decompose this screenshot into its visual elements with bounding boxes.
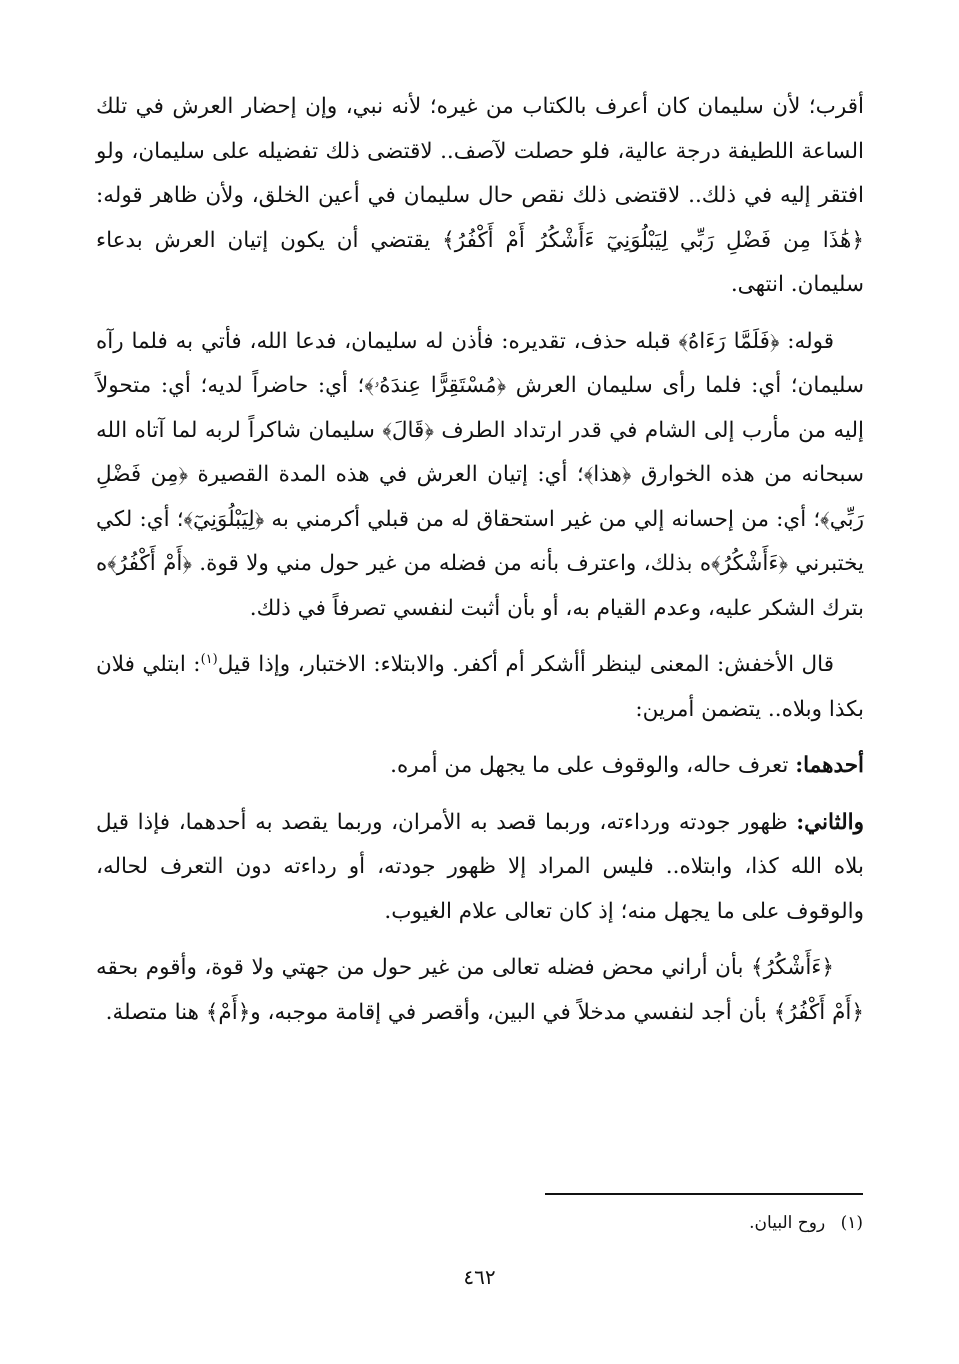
paragraph-3	[96, 643, 864, 732]
paragraph-4-text: تعرف حاله، والوقوف على ما يجهل من أمره.	[390, 753, 796, 778]
paragraph-4-lead: أحدهما:	[795, 753, 864, 778]
paragraph-6	[96, 946, 864, 1035]
footnote-separator	[545, 1193, 863, 1195]
paragraph-5-lead: والثاني:	[796, 809, 864, 835]
paragraph-1	[96, 85, 864, 308]
page-body	[96, 85, 864, 1047]
paragraph-3-text-before-note: قال الأخفش: المعنى لينظر أأشكر أم أكفر. والابتلاء: الاختبار، وإذا قيل	[217, 652, 834, 677]
paragraph-5-text: ظهور جودته ورداءته، وربما قصد به الأمران، وربما يقصد به أحدهما، فإذا قيل بلاه الله كذا، وابتلاه.. فليس المراد إلا ظهور جودته، أو رداءته دون التعرف لحاله، والوقوف على ما يجهل منه؛ إذ كان تعالى علام الغيوب.	[96, 809, 864, 924]
paragraph-1-text: أقرب؛ لأن سليمان كان أعرف بالكتاب من غيره؛ لأنه نبي، وإن إحضار العرش في تلك الساعة اللطيفة درجة عالية، فلو حصلت لآصف.. لاقتضى ذلك تفضيله على سليمان، ولو افتقر إليه في ذلك.. لاقتضى ذلك نقص حال سليمان في أعين الخلق، ولأن ظاهر قوله: ﴿هَٰذَا مِن فَضْلِ رَبِّي لِيَبْلُوَنِيٓ ءَأَشْكُرُ أَمْ أَكْفُرُ﴾ يقتضي أن يكون إتيان العرش بدعاء سليمان. انتهى.	[96, 94, 864, 297]
footnote-reference[interactable]: (١)	[200, 651, 218, 667]
paragraph-2	[96, 320, 864, 632]
footnote	[463, 1208, 863, 1238]
footnote-text: روح البيان.	[749, 1213, 826, 1233]
paragraph-4	[96, 744, 864, 789]
paragraph-3-text: : ابتلي فلان بكذا وبلاه.. يتضمن أمرين:	[96, 652, 864, 722]
paragraph-6-text: ﴿ءَأَشْكُرُ﴾ بأن أراني محض فضله تعالى من غير حول من جهتي ولا قوة، وأقوم بحقه ﴿أَمْ أَكْفُرُ﴾ بأن أجد لنفسي مدخلاً في البين، وأقصر في إقامة موجبه، و﴿أَمْ﴾ هنا متصلة.	[96, 955, 864, 1025]
paragraph-5	[96, 801, 864, 935]
page-number: ٤٦٢	[463, 1265, 496, 1289]
paragraph-2-text: قوله: ﴿فَلَمَّا رَءَاهُ﴾ قبله حذف، تقديره: فأذن له سليمان، فدعا الله، فأتي به فلما رآه سليمان؛ أي: فلما رأى سليمان العرش ﴿مُسْتَقِرًّا عِندَهُۥ﴾؛ أي: حاضراً لديه؛ أي: متحولاً إليه من مأرب إلى الشام في قدر ارتداد الطرف ﴿قَالَ﴾ سليمان شاكراً لربه لما آتاه الله سبحانه من هذه الخوارق ﴿هذا﴾؛ أي: إتيان العرش في هذه المدة القصيرة ﴿مِن فَضْلِ رَبِّي﴾؛ أي: من إحسانه إلي من غير استحقاق له من قبلي أكرمني به ﴿لِيَبْلُوَنِيٓ﴾؛ أي: لكي يختبرني ﴿ءَأَشْكُرُ﴾ه بذلك، واعترف بأنه من فضله من غير حول مني ولا قوة. ﴿أَمْ أَكْفُرُ﴾ه بترك الشكر عليه، وعدم القيام به، أو بأن أثبت لنفسي تصرفاً في ذلك.	[96, 328, 864, 621]
footnote-number: (١)	[840, 1213, 863, 1233]
